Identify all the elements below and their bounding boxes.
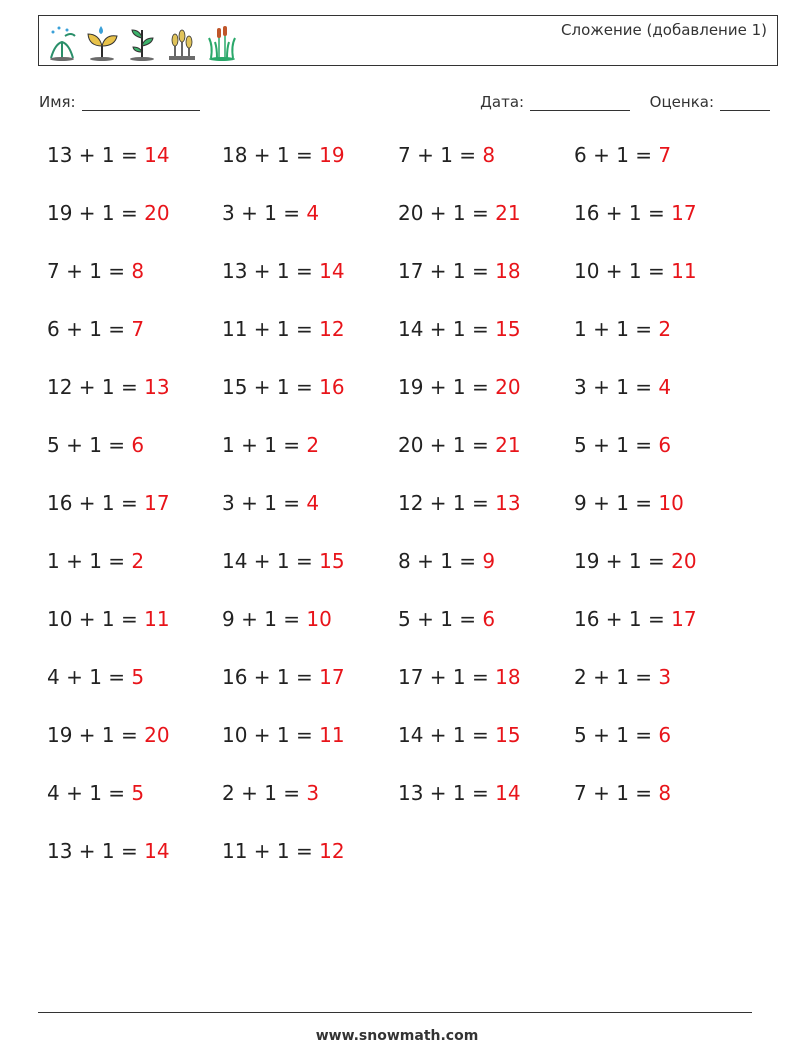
watering-plant-icon bbox=[45, 22, 79, 62]
problem-answer: 21 bbox=[495, 201, 521, 225]
problem-answer: 20 bbox=[144, 723, 170, 747]
problem-item bbox=[47, 665, 144, 689]
problem-item bbox=[398, 317, 521, 341]
problem-answer: 17 bbox=[144, 491, 170, 515]
problem-question: 17 + 1 = bbox=[398, 259, 489, 283]
problem-answer: 7 bbox=[131, 317, 145, 341]
problem-answer: 20 bbox=[495, 375, 521, 399]
problem-answer: 2 bbox=[131, 549, 145, 573]
problem-answer: 3 bbox=[658, 665, 672, 689]
problem-answer: 6 bbox=[482, 607, 496, 631]
problem-answer: 20 bbox=[144, 201, 170, 225]
problem-question: 19 + 1 = bbox=[47, 201, 138, 225]
problem-item bbox=[398, 665, 521, 689]
problem-question: 1 + 1 = bbox=[574, 317, 653, 341]
problem-question: 5 + 1 = bbox=[398, 607, 477, 631]
name-label: Имя: bbox=[39, 93, 76, 111]
problem-answer: 9 bbox=[482, 549, 496, 573]
problem-question: 16 + 1 = bbox=[574, 607, 665, 631]
problem-item bbox=[222, 839, 345, 863]
problem-question: 8 + 1 = bbox=[398, 549, 477, 573]
problem-answer: 5 bbox=[131, 665, 145, 689]
score-label: Оценка: bbox=[649, 93, 714, 111]
problem-question: 19 + 1 = bbox=[574, 549, 665, 573]
problem-answer: 21 bbox=[495, 433, 521, 457]
problem-question: 3 + 1 = bbox=[222, 201, 301, 225]
seedling-water-drop-icon bbox=[85, 22, 119, 62]
problem-question: 4 + 1 = bbox=[47, 781, 126, 805]
problem-item bbox=[47, 781, 144, 805]
problem-answer: 15 bbox=[319, 549, 345, 573]
problem-question: 14 + 1 = bbox=[398, 317, 489, 341]
problem-item bbox=[398, 433, 521, 457]
problem-question: 5 + 1 = bbox=[47, 433, 126, 457]
problem-question: 11 + 1 = bbox=[222, 839, 313, 863]
problem-answer: 13 bbox=[144, 375, 170, 399]
problem-item bbox=[222, 317, 345, 341]
problem-answer: 16 bbox=[319, 375, 345, 399]
cattail-grass-icon bbox=[205, 22, 239, 62]
problem-answer: 14 bbox=[144, 839, 170, 863]
problem-answer: 17 bbox=[671, 607, 697, 631]
problem-answer: 14 bbox=[319, 259, 345, 283]
problem-item bbox=[47, 723, 170, 747]
problem-answer: 8 bbox=[131, 259, 145, 283]
problem-question: 12 + 1 = bbox=[398, 491, 489, 515]
problem-item bbox=[222, 665, 345, 689]
problem-question: 7 + 1 = bbox=[574, 781, 653, 805]
problem-question: 1 + 1 = bbox=[47, 549, 126, 573]
problem-answer: 11 bbox=[319, 723, 345, 747]
problem-item bbox=[47, 491, 170, 515]
problem-question: 4 + 1 = bbox=[47, 665, 126, 689]
problem-answer: 10 bbox=[306, 607, 332, 631]
problem-item bbox=[222, 143, 345, 167]
problem-question: 16 + 1 = bbox=[222, 665, 313, 689]
problem-question: 5 + 1 = bbox=[574, 723, 653, 747]
problem-answer: 13 bbox=[495, 491, 521, 515]
name-field bbox=[39, 93, 200, 111]
problem-answer: 12 bbox=[319, 317, 345, 341]
problem-answer: 14 bbox=[144, 143, 170, 167]
footer-url: www.snowmath.com bbox=[315, 1028, 479, 1044]
problem-answer: 15 bbox=[495, 317, 521, 341]
problem-answer: 4 bbox=[658, 375, 672, 399]
problem-item bbox=[47, 607, 170, 631]
problem-question: 14 + 1 = bbox=[398, 723, 489, 747]
problem-item bbox=[574, 491, 684, 515]
date-label: Дата: bbox=[480, 93, 525, 111]
date-score-fields bbox=[480, 93, 770, 111]
footer-divider bbox=[38, 1012, 752, 1013]
problem-question: 15 + 1 = bbox=[222, 375, 313, 399]
problem-question: 18 + 1 = bbox=[222, 143, 313, 167]
problem-item bbox=[398, 781, 521, 805]
problem-answer: 8 bbox=[658, 781, 672, 805]
problem-item bbox=[574, 549, 697, 573]
problem-answer: 6 bbox=[658, 433, 672, 457]
problem-item bbox=[574, 259, 697, 283]
problem-question: 3 + 1 = bbox=[222, 491, 301, 515]
problem-question: 6 + 1 = bbox=[47, 317, 126, 341]
problem-item bbox=[222, 259, 345, 283]
problem-item bbox=[398, 607, 495, 631]
problem-question: 16 + 1 = bbox=[574, 201, 665, 225]
problem-answer: 5 bbox=[131, 781, 145, 805]
problem-question: 5 + 1 = bbox=[574, 433, 653, 457]
problem-answer: 6 bbox=[658, 723, 672, 747]
problem-answer: 8 bbox=[482, 143, 496, 167]
problem-item bbox=[222, 201, 319, 225]
problem-answer: 17 bbox=[319, 665, 345, 689]
problem-answer: 6 bbox=[131, 433, 145, 457]
problem-item bbox=[47, 201, 170, 225]
problem-question: 6 + 1 = bbox=[574, 143, 653, 167]
problem-item bbox=[574, 433, 671, 457]
problem-item bbox=[47, 143, 170, 167]
problem-answer: 4 bbox=[306, 201, 320, 225]
problem-item bbox=[398, 201, 521, 225]
date-blank[interactable] bbox=[530, 94, 630, 111]
problem-question: 13 + 1 = bbox=[398, 781, 489, 805]
problem-item bbox=[222, 375, 345, 399]
problem-question: 9 + 1 = bbox=[574, 491, 653, 515]
problem-item bbox=[222, 781, 319, 805]
problem-answer: 18 bbox=[495, 665, 521, 689]
problem-item bbox=[222, 723, 345, 747]
problem-item bbox=[47, 375, 170, 399]
problem-item bbox=[47, 259, 144, 283]
problem-question: 20 + 1 = bbox=[398, 433, 489, 457]
problem-item bbox=[398, 549, 495, 573]
problem-item bbox=[398, 723, 521, 747]
problem-item bbox=[398, 375, 521, 399]
problem-item bbox=[47, 549, 144, 573]
problem-item bbox=[222, 491, 319, 515]
problem-answer: 11 bbox=[144, 607, 170, 631]
problem-answer: 10 bbox=[658, 491, 684, 515]
problem-answer: 20 bbox=[671, 549, 697, 573]
problem-answer: 18 bbox=[495, 259, 521, 283]
problem-question: 2 + 1 = bbox=[222, 781, 301, 805]
problem-answer: 2 bbox=[658, 317, 672, 341]
problem-item bbox=[574, 375, 671, 399]
score-blank[interactable] bbox=[720, 94, 770, 111]
problem-answer: 7 bbox=[658, 143, 672, 167]
problem-question: 9 + 1 = bbox=[222, 607, 301, 631]
problem-question: 17 + 1 = bbox=[398, 665, 489, 689]
problem-item bbox=[47, 433, 144, 457]
problem-item bbox=[574, 201, 697, 225]
problem-question: 7 + 1 = bbox=[398, 143, 477, 167]
problem-question: 20 + 1 = bbox=[398, 201, 489, 225]
sprout-icon bbox=[125, 22, 159, 62]
problem-question: 2 + 1 = bbox=[574, 665, 653, 689]
problem-item bbox=[47, 317, 144, 341]
problem-question: 12 + 1 = bbox=[47, 375, 138, 399]
problem-item bbox=[574, 143, 671, 167]
problem-item bbox=[574, 781, 671, 805]
wheat-icon bbox=[165, 22, 199, 62]
problem-answer: 3 bbox=[306, 781, 320, 805]
problem-question: 19 + 1 = bbox=[47, 723, 138, 747]
problem-question: 11 + 1 = bbox=[222, 317, 313, 341]
problem-question: 10 + 1 = bbox=[222, 723, 313, 747]
problem-question: 19 + 1 = bbox=[398, 375, 489, 399]
problem-question: 13 + 1 = bbox=[222, 259, 313, 283]
problem-answer: 2 bbox=[306, 433, 320, 457]
problem-answer: 4 bbox=[306, 491, 320, 515]
problem-item bbox=[398, 143, 495, 167]
problem-answer: 17 bbox=[671, 201, 697, 225]
problem-answer: 12 bbox=[319, 839, 345, 863]
problem-item bbox=[222, 549, 345, 573]
name-blank[interactable] bbox=[82, 94, 200, 111]
problem-question: 10 + 1 = bbox=[574, 259, 665, 283]
problem-item bbox=[574, 723, 671, 747]
problem-answer: 14 bbox=[495, 781, 521, 805]
problem-question: 14 + 1 = bbox=[222, 549, 313, 573]
problem-item bbox=[574, 665, 671, 689]
problem-item bbox=[398, 491, 521, 515]
header-box bbox=[38, 15, 778, 66]
problem-answer: 15 bbox=[495, 723, 521, 747]
problem-answer: 11 bbox=[671, 259, 697, 283]
problem-item bbox=[574, 317, 671, 341]
problem-question: 3 + 1 = bbox=[574, 375, 653, 399]
problem-question: 10 + 1 = bbox=[47, 607, 138, 631]
problem-item bbox=[222, 433, 319, 457]
problem-question: 16 + 1 = bbox=[47, 491, 138, 515]
problem-item bbox=[222, 607, 332, 631]
problem-item bbox=[398, 259, 521, 283]
problem-question: 7 + 1 = bbox=[47, 259, 126, 283]
problem-question: 1 + 1 = bbox=[222, 433, 301, 457]
problem-question: 13 + 1 = bbox=[47, 143, 138, 167]
worksheet-title: Сложение (добавление 1) bbox=[561, 21, 767, 39]
problem-answer: 19 bbox=[319, 143, 345, 167]
problem-item bbox=[47, 839, 170, 863]
problem-question: 13 + 1 = bbox=[47, 839, 138, 863]
problem-item bbox=[574, 607, 697, 631]
header-icons bbox=[45, 22, 239, 62]
